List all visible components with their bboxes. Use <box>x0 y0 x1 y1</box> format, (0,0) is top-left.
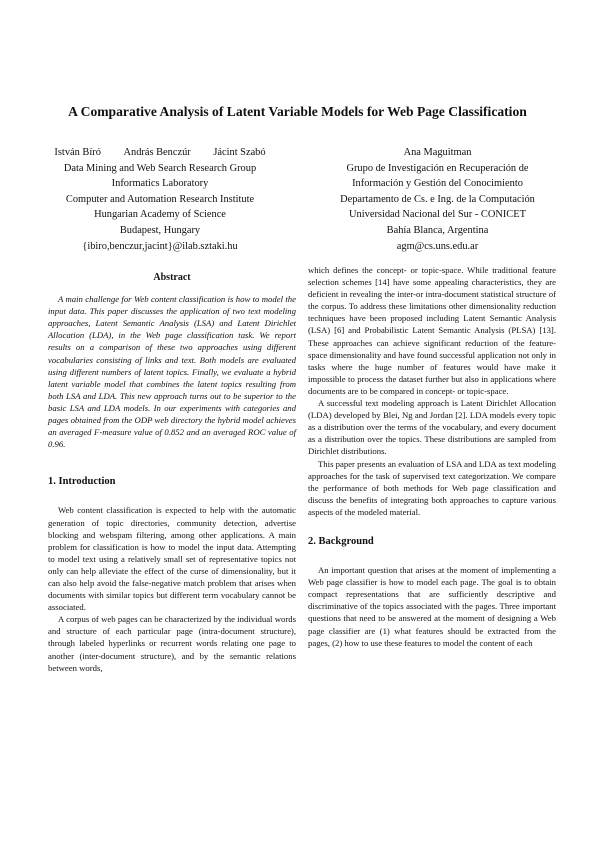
author-name: István Bíró <box>54 147 101 158</box>
affiliation-line: Grupo de Investigación en Recuperación de <box>346 162 529 174</box>
author-name: Ana Maguitman <box>403 147 472 158</box>
paragraph: which defines the concept- or topic-space. While traditional feature selection schemes [14] have some appealing characteristics, they are deficient in revealing the inter-or intra-document statistical structure of the corpus. To address these limitations other dimensionality reduction techniques have been proposed including Latent Semantic Analysis (LSA) [6] and Probabilistic Latent Semantic Analysis (PLSA) [13]. These approaches can achieve significant reduction of the feature-space dimensionality and have found successful application not only in tasks where the huge number of features would have make it impossible to process the dataset further but also in applications where documents are to be compared in concept- or topic-space. <box>308 265 556 396</box>
section-heading-background: 2. Background <box>308 535 374 547</box>
abstract-text: A main challenge for Web content classification is how to model the input data. This paper discusses the application of two text modeling approaches, Latent Semantic Analysis (LSA) and Latent Dirichlet Allocation (LDA), in the Web page classification task. We report results on a comparison of these two approaches using different vocabularies consisting of links and text. Both models are evaluated using different numbers of latent topics. Finally, we evaluate a hybrid latent variable model that combines the latent topics resulting from both LSA and LDA. This new approach turns out to be superior to the basic LSA and LDA models. In our experiments with categories and pages obtained from the ODP web directory the hybrid model achieves an averaged F-measure value of 0.852 and an averaged ROC value of 0.96. <box>48 294 296 450</box>
affiliation-line: Informatics Laboratory <box>111 178 209 190</box>
section-heading-introduction: 1. Introduction <box>48 476 116 488</box>
author-email: {ibiro,benczur,jacint}@ilab.sztaki.hu <box>82 240 238 252</box>
paragraph: A corpus of web pages can be characterized by the individual words and structure of each particular page (intra-document structure), through labeled hyperlinks or recurrent words relating one page to another (inter-document structure), and by the semantic relations between words, <box>48 614 296 673</box>
author-name: András Benczúr <box>123 147 191 158</box>
affiliation-line: Computer and Automation Research Institute <box>65 193 255 205</box>
abstract-heading: Abstract <box>153 272 191 283</box>
paragraph: An important question that arises at the moment of implementing a Web page classifier is how to model each page. The goal is to obtain compact representations that are sufficiently descriptive and discriminative of the topics associated with the pages. Three important questions that need to be answered at the moment of designing a Web page classifier are (1) what features should be extracted from the pages, (2) how to use these features to model the content of each <box>308 565 556 648</box>
affiliation-line: Universidad Nacional del Sur - CONICET <box>349 209 526 221</box>
paragraph: Web content classification is expected to help with the automatic generation of topic directories, community detection, advertise blocking and webspam filtering, among other applications. A main problem for classification is how to model the input data. Attempting to model text using a relatively small set of representative topics not only can help alleviate the effect of the curse of dimensionality, but it can also help avoid the false-negative match problem that arises when documents with similar topics but different term vocabulary cannot be associated. <box>48 505 296 613</box>
paragraph: This paper presents an evaluation of LSA and LDA as text modeling approaches for the task of supervised text categorization. We compare the performance of both methods for Web page classification and discuss the benefits of integrating both approaches to capture various aspects of the modeled material. <box>308 458 556 517</box>
author-name: Jácint Szabó <box>213 147 266 158</box>
author-email: agm@cs.uns.edu.ar <box>396 240 479 252</box>
right-column <box>308 264 556 649</box>
affiliation-line: Bahía Blanca, Argentina <box>386 224 489 236</box>
affiliation-left <box>20 145 300 254</box>
author-list <box>20 145 300 161</box>
affiliation-line: Departamento de Cs. e Ing. de la Computación <box>340 193 535 205</box>
paper-title: A Comparative Analysis of Latent Variable Models for Web Page Classification <box>68 104 527 119</box>
affiliation-line: Hungarian Academy of Science <box>94 209 226 221</box>
left-column <box>48 264 296 674</box>
affiliation-line: Data Mining and Web Search Research Group <box>63 162 257 174</box>
affiliation-line: Información y Gestión del Conocimiento <box>352 178 523 190</box>
paragraph: A successful text modeling approach is Latent Dirichlet Allocation (LDA) developed by Blei, Ng and Jordan [2]. LDA models every topic as a distribution over the terms of the vocabulary, and every document as a distribution over the topics. These distributions are sampled from Dirichlet distributions. <box>308 398 556 457</box>
affiliation-line: Budapest, Hungary <box>119 224 201 236</box>
affiliation-right <box>300 145 575 254</box>
